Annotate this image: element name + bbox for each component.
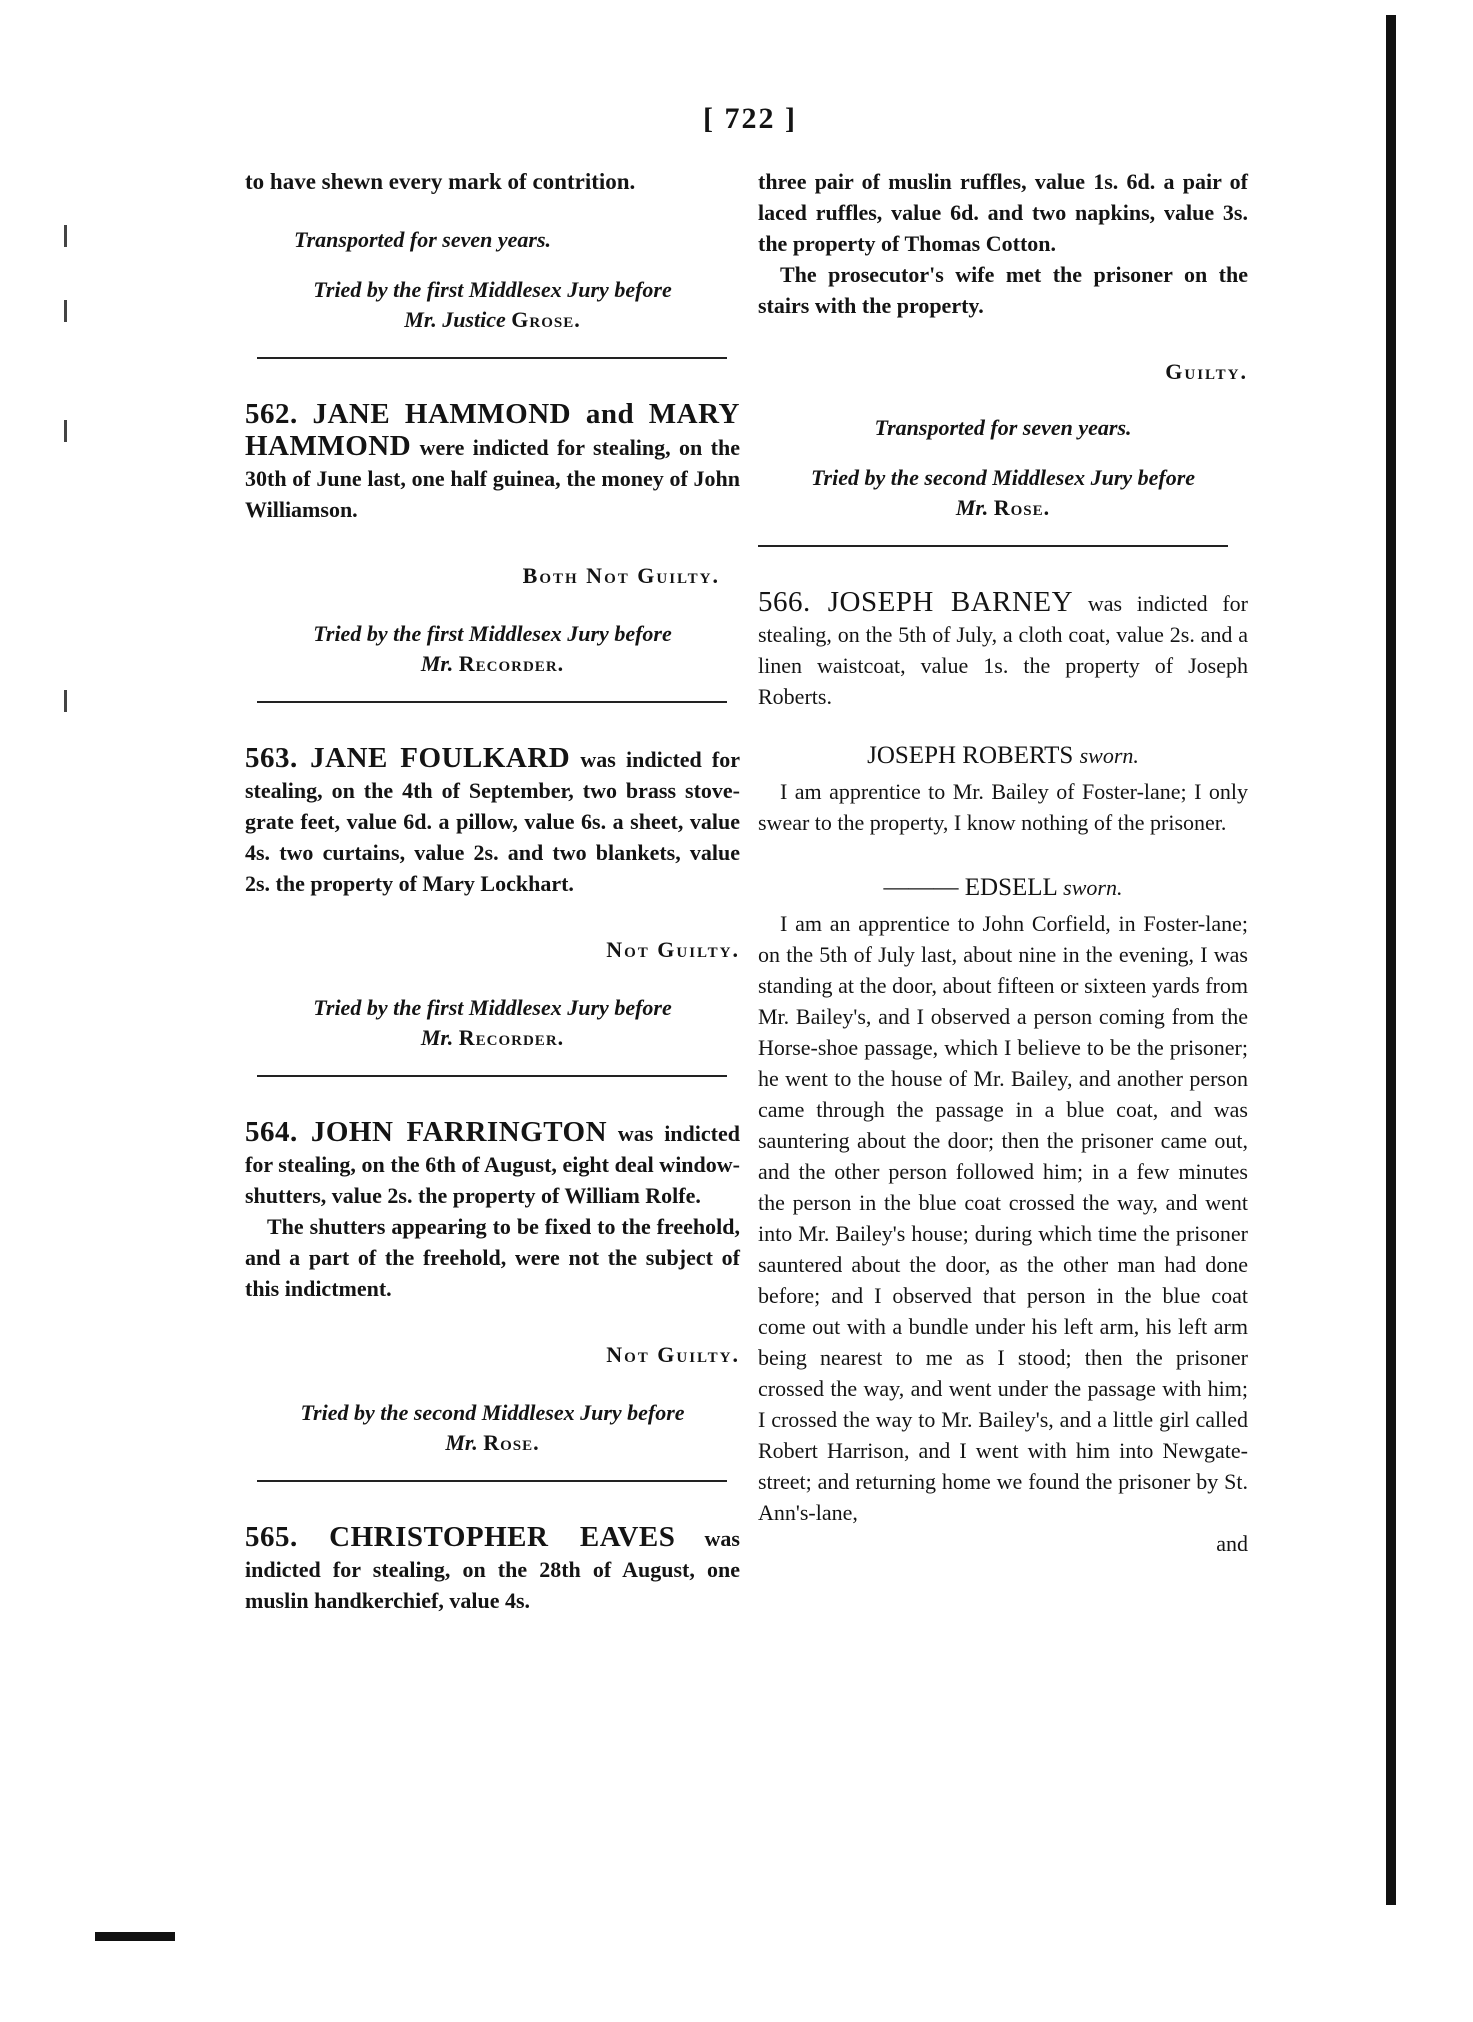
fragment-tried — [245, 275, 740, 335]
margin-mark — [64, 225, 67, 247]
judge-title: Mr. — [420, 1025, 454, 1050]
catchword: and — [1216, 1531, 1248, 1556]
section-rule — [257, 1480, 727, 1482]
entry-564 — [245, 1117, 740, 1211]
entry-564-head: 564. JOHN FARRINGTON — [245, 1116, 608, 1148]
entry-565-note: The prosecutor's wife met the prisoner on the stairs with the property. — [758, 262, 1248, 318]
entry-565-sentence: Transported for seven years. — [874, 415, 1132, 440]
section-rule — [257, 701, 727, 703]
sworn-label: sworn. — [1079, 743, 1139, 768]
sworn-label: sworn. — [1063, 875, 1123, 900]
entry-565 — [245, 1522, 740, 1616]
margin-mark — [64, 420, 67, 442]
entry-562-text: were indicted for stealing, on the 30th of June last, one half guinea, the money of John Williamson. — [245, 435, 741, 522]
entry-564-verdict: Not Guilty. — [606, 1342, 740, 1367]
left-column — [245, 166, 740, 1616]
entry-562 — [245, 399, 740, 525]
section-rule — [257, 1075, 727, 1077]
witness-name: ——— EDSELL — [883, 874, 1057, 901]
entry-562-tried — [245, 619, 740, 679]
witness-roberts-testimony: I am apprentice to Mr. Bailey of Foster-lane; I only swear to the property, I know nothing of the prisoner. — [758, 779, 1248, 835]
witness-edsell-heading — [758, 874, 1248, 902]
judge-name: Rose. — [483, 1430, 540, 1455]
judge-title: Mr. Justice — [404, 307, 506, 332]
entry-565-text: was indicted for stealing, on the 28th of August, one muslin handkerchief, value 4s. — [245, 1526, 740, 1613]
entry-565-continued: three pair of muslin ruffles, value 1s. 6d. a pair of laced ruffles, value 6d. and two napkins, value 3s. the property of Thomas Cotton. — [758, 169, 1248, 256]
right-column — [758, 166, 1248, 1559]
section-rule — [758, 545, 1228, 547]
fragment-sentence: Transported for seven years. — [293, 227, 552, 252]
margin-mark — [64, 690, 67, 712]
entry-565-tried — [758, 463, 1248, 523]
tried-text: Tried by the second Middlesex Jury before — [300, 1400, 685, 1425]
entry-563-head: 563. JANE FOULKARD — [245, 742, 571, 774]
judge-name: Grose. — [511, 307, 581, 332]
tried-text: Tried by the first Middlesex Jury before — [313, 621, 672, 646]
judge-name: Recorder. — [458, 1025, 565, 1050]
judge-name: Rose. — [993, 495, 1051, 520]
entry-565-verdict: Guilty. — [1165, 359, 1248, 384]
judge-name: Recorder. — [458, 651, 565, 676]
margin-mark — [64, 300, 67, 322]
entry-565-head: 565. CHRISTOPHER EAVES — [245, 1521, 676, 1553]
entry-563-tried — [245, 993, 740, 1053]
continued-fragment: to have shewn every mark of contrition. — [245, 169, 636, 194]
entry-564-text: was indicted for stealing, on the 6th of August, eight deal window-shutters, value 2s. the property of William Rolfe. — [245, 1121, 740, 1208]
page-number: [ 722 ] — [703, 102, 797, 135]
witness-roberts-heading — [758, 742, 1248, 770]
judge-title: Mr. — [955, 495, 989, 520]
tried-text: Tried by the second Middlesex Jury before — [810, 465, 1196, 490]
tried-text: Tried by the first Middlesex Jury before — [313, 277, 672, 302]
witness-edsell-testimony: I am an apprentice to John Corfield, in Foster-lane; on the 5th of July last, about nine in the evening, I was standing at the door, about fifteen or sixteen yards from Mr. Bailey's, and I observed a person coming from the Horse-shoe passage, which I believe to be the prisoner; he went to the house of Mr. Bailey, and another person came through the passage in a blue coat, and was sauntering about the door; then the prisoner came out, and the other person followed him; in a few minutes the person in the blue coat crossed the way, and went into Mr. Bailey's house; during which time the prisoner sauntered about the door, as the other man had done before; and I observed that person in the blue coat come out with a bundle under his left arm, his left arm being nearest to me as I stood; then the prisoner crossed the way, and went under the passage with him; I crossed the way to Mr. Bailey's, and a little girl called Robert Harrison, and I went with him into Newgate-street; and returning home we found the prisoner by St. Ann's-lane, — [758, 911, 1248, 1525]
entry-564-tried — [245, 1398, 740, 1458]
entry-563-text: was indicted for stealing, on the 4th of September, two brass stove-grate feet, value 6d. a pillow, value 6s. a sheet, value 4s. two curtains, value 2s. and two blankets, value 2s. the property of Mary Lockhart. — [245, 747, 741, 896]
entry-564-note: The shutters appearing to be fixed to the freehold, and a part of the freehold, were not the subject of this indictment. — [245, 1214, 740, 1301]
entry-562-head: 562. JANE HAMMOND and MARY HAMMOND — [245, 398, 740, 462]
entry-566-text: was indicted for stealing, on the 5th of July, a cloth coat, value 2s. and a linen waistcoat, value 1s. the property of Joseph Roberts. — [758, 591, 1249, 709]
tried-text: Tried by the first Middlesex Jury before — [313, 995, 672, 1020]
witness-name: JOSEPH ROBERTS — [867, 742, 1074, 769]
entry-566 — [758, 587, 1248, 712]
scan-blot — [95, 1932, 175, 1941]
section-rule — [257, 357, 727, 359]
entry-566-head: 566. JOSEPH BARNEY — [758, 586, 1074, 618]
entry-563-verdict: Not Guilty. — [606, 937, 740, 962]
entry-563 — [245, 743, 740, 899]
judge-title: Mr. — [420, 651, 454, 676]
entry-562-verdict: Both Not Guilty. — [522, 563, 720, 588]
judge-title: Mr. — [445, 1430, 478, 1455]
binding-edge-shadow — [1386, 15, 1396, 1905]
